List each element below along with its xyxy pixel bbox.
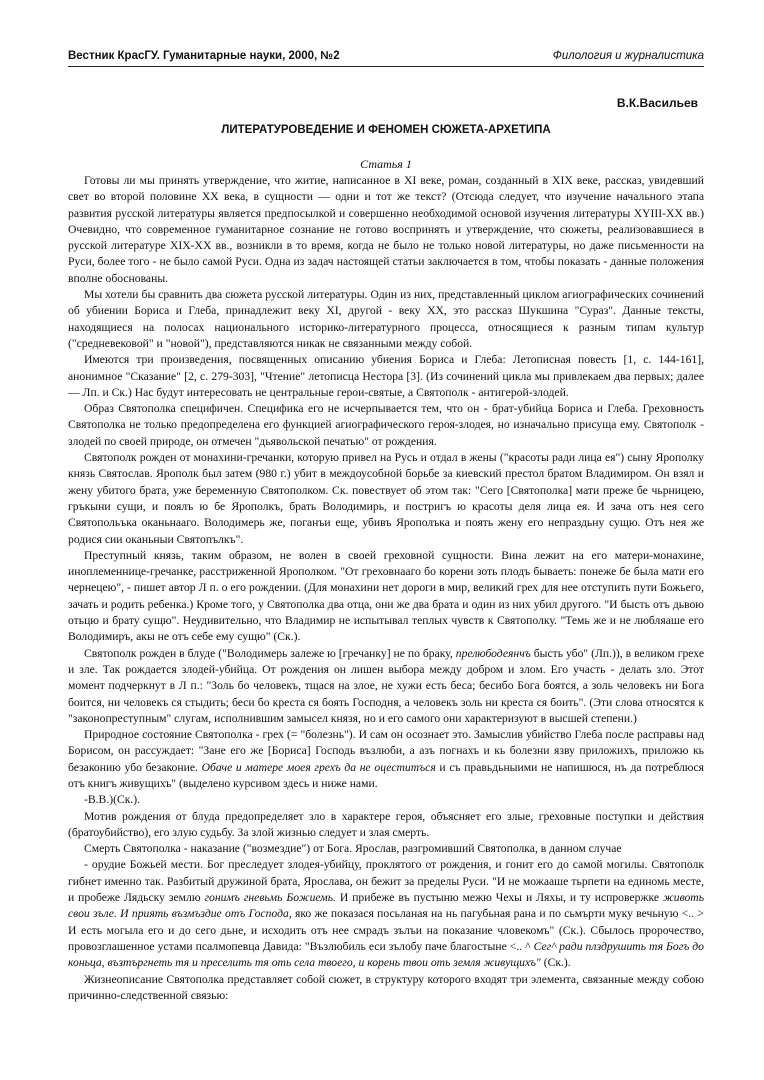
article-body <box>68 173 704 1004</box>
body-paragraph <box>68 792 704 808</box>
paragraph-text: и съ правьдьныими не напишюся, нъ да потреблюся отъ книгъ живущихъ" (выделено курсивом здесь и ниже нами. <box>68 760 704 790</box>
italic-text: прелюбодеянчъ <box>455 646 531 660</box>
italic-text: Сег^ ради плздрушить тя Богъ до коньца, възтъргнеть тя и преселить тя оть села твоего, и корень твои оть земля живущихъ" <box>68 939 705 970</box>
body-paragraph <box>68 352 704 401</box>
paragraph-text: -В.В.)(Ск.). <box>84 793 141 807</box>
article-subtitle: Статья 1 <box>360 157 412 171</box>
italic-text: гонимъ гневьмь Божиемь. <box>204 891 336 905</box>
journal-title: Вестник КрасГУ. Гуманитарные науки, 2000, №2 <box>68 50 340 62</box>
body-paragraph <box>68 841 704 857</box>
italic-text: животь свои зъле. И приять възмъздие отъ Господа, <box>68 891 705 921</box>
body-paragraph <box>68 548 704 646</box>
paragraph-text: Жизнеописание Святополка представляет собой сюжет, в структуру которого входят три элемента, связанные между собою причинно-следственной связью: <box>68 972 704 1002</box>
article-title: ЛИТЕРАТУРОВЕДЕНИЕ И ФЕНОМЕН СЮЖЕТА-АРХЕТИПА <box>221 124 551 136</box>
paragraph-text: И прибеже въ пустыню межю Чехы и Ляхы, и ту испровержке <box>335 891 663 905</box>
body-paragraph <box>68 857 704 971</box>
body-paragraph <box>68 972 704 1005</box>
paragraph-text: Святополк рожден от монахини-гречанки, которую привел на Русь и отдал в жены ("красоты ради лица ея") сыну Ярополку князь Святослав. Ярополк был затем (980 г.) убит в междоусобной борьбе за киевский престол братом Владимиром. Он взял и жену убитого брата, уже беременную Святополком. Ск. повествует об этом так: "Сего [Святополка] мати преже бе чьрницею, гръкыни сущи, и поялъ ю бе Ярополкъ, брать Володимирь, и постригъ ю красоты деля лица ея. И зача отъ нея сего Святопольъка оканьнааго. Володимерь же, поганъи еще, убивъ Ярополъка и поять жену его непраздьну сущю. Отъ нея же родися сии оканьныи Святопълкъ". <box>68 451 704 546</box>
section-name: Филология и журналистика <box>552 50 704 62</box>
body-paragraph <box>68 809 704 842</box>
paragraph-text: Мотив рождения от блуда предопределяет зло в характере героя, объясняет его злые, греховные поступки и действия (братоубийство), его злую судьбу. За злой жизнью следует и злая смерть. <box>68 809 704 839</box>
italic-text: Обаче и матере моея грехъ да не оцеститъся <box>201 760 436 774</box>
body-paragraph <box>68 727 704 792</box>
paragraph-text: Образ Святополка специфичен. Специфика его не исчерпывается тем, что он - брат-убийца Бориса и Глеба. Греховность Святополка не только предопределена его функцией агиографического героя-злодея, но изначально присуща ему. Святополк - злодей по своей природе, он отмечен "дьявольской печатью" от рождения. <box>68 402 704 448</box>
body-paragraph <box>68 173 704 287</box>
paragraph-text: - орудие Божьей мести. Бог преследует злодея-убийцу, проклятого от рождения, и гонит его до самой могилы. Святополк гибнет именно так. Разбитый дружиной брата, Ярослава, он бежит за пределы Руси. "И не можааше тьрпети на единомь месте, и пробеже Лядьску землю <box>68 858 704 905</box>
body-paragraph <box>68 450 704 548</box>
paragraph-text: Мы хотели бы сравнить два сюжета русской литературы. Один из них, представленный циклом агиографических сочинений об убиении Бориса и Глеба, принадлежит веку XI, другой - веку XX, это рассказ Шукшина "Сураз". Данные тексты, находящиеся на полосах национального историко-литературного процесса, относящиеся к разным типам культур ("средневековой" и "новой"), представляются никак не связанными между собой. <box>68 288 704 350</box>
paragraph-text: Смерть Святополка - наказание ("возмездие") от Бога. Ярослав, разгромивший Святополка, в данном случае <box>84 842 622 856</box>
header-rule <box>68 66 704 67</box>
paragraph-text: Природное состояние Святополка - грех (= "болезнь"). И сам он осознает это. Замыслив убийство Глеба после расправы над Борисом, он рассуждает: "Зане его же [Бориса] Господь възлюби, а азъ погнахъ и кь болезни язву приложихъ, приложю кь безаконию убо безаконие. <box>68 728 704 774</box>
body-paragraph <box>68 287 704 352</box>
body-paragraph <box>68 646 704 727</box>
paragraph-text: бысть убо" (Лп.)), в великом грехе и зле. Так рождается злодей-убийца. От рождения он лишен выбора между добром и злом. Его участь - делать зло. Этот момент подчеркнут в Л п.: "Золь бо человекъ, тщася на злое, не хужи есть беса; бесибо Бога боятся, а золь человекъ ни Бога боится, ни человекъ ся стыдить; беси бо креста ся боять Господня, а человекъ золь ни креста ся боить". (Эти слова относятся к "законопреступным" слугам, исполнившим замысел князя, но и его самого они характеризуют в высшей степени.) <box>68 646 704 725</box>
paragraph-text: Преступный князь, таким образом, не волен в своей греховной сущности. Вина лежит на его матери-монахине, иноплеменнице-гречанке, расстриженной Ярополком. "От греховнааго бо корени зоть плодъ бываеть: понеже бе была мати его чернецею", - пишет автор Л п. о его рождении. (Для монахини нет дороги в мир, великий грех для нее отступить пути Божьего, зачать и родить ребенка.) Кроме того, у Святополка два отца, они же два брата и один из них убил другого. "И бысть отъ дьвою отьцю и брату сущю". Неудивительно, что Владимир не испытывал теплых чувств к Святополку. "Темь же и не любляаше его Володимиръ, акы не отъ себе ему сущю" (Ск.). <box>68 548 704 644</box>
paragraph-text: Святополк рожден в блуде ("Володимерь залеже ю [гречанку] не по браку, <box>84 646 456 660</box>
paragraph-text: яко же показася посьланая на нь пагубьная рана и по сьмърти муку вечьную <.. > И есть могыла его и до сего дьне, и исходить отъ нее смрадъ зълъи на показание чловекомъ" (Ск.). Сбылось пророчество, провозглашенное устами псалмопевца Давида: "Възлюбиль еси зълобу паче благостыне <.. ^ <box>68 907 704 953</box>
body-paragraph <box>68 401 704 450</box>
author-name: В.К.Васильев <box>616 96 698 110</box>
running-header <box>68 48 704 66</box>
paragraph-text: (Ск.). <box>540 956 571 970</box>
paragraph-text: Готовы ли мы принять утверждение, что житие, написанное в XI веке, роман, созданный в XIX веке, рассказ, увидевший свет во второй половине XX века, в сущности — одни и тот же текст? (Отсюда следует, что изучение начального этапа развития русской литературы является предпосылкой и совершенно необходимой основой изучения литературы XYIII-XX вв.) Очевидно, что современное гуманитарное сознание не готово воспринять и утверждение, что сюжеты, реализовавшиеся в русской литературе XIX-XX вв., возникли в то время, когда не было не только новой литературы, но даже письменности на Руси, более того - не было самой Руси. Одна из задач настоящей статьи заключается в том, чтобы показать - данные положения вполне обоснованы. <box>68 174 704 285</box>
paragraph-text: Имеются три произведения, посвященных описанию убиения Бориса и Глеба: Летописная повесть [1, с. 144-161], анонимное "Сказание" [2, с. 279-303], "Чтение" летописца Нестора [3]. (Из сочинений цикла мы привлекаем два первых; далее — Лп. и Ск.) Нас будут интересовать не центральные герои-святые, а Святополк - антигерой-злодей. <box>68 353 704 399</box>
